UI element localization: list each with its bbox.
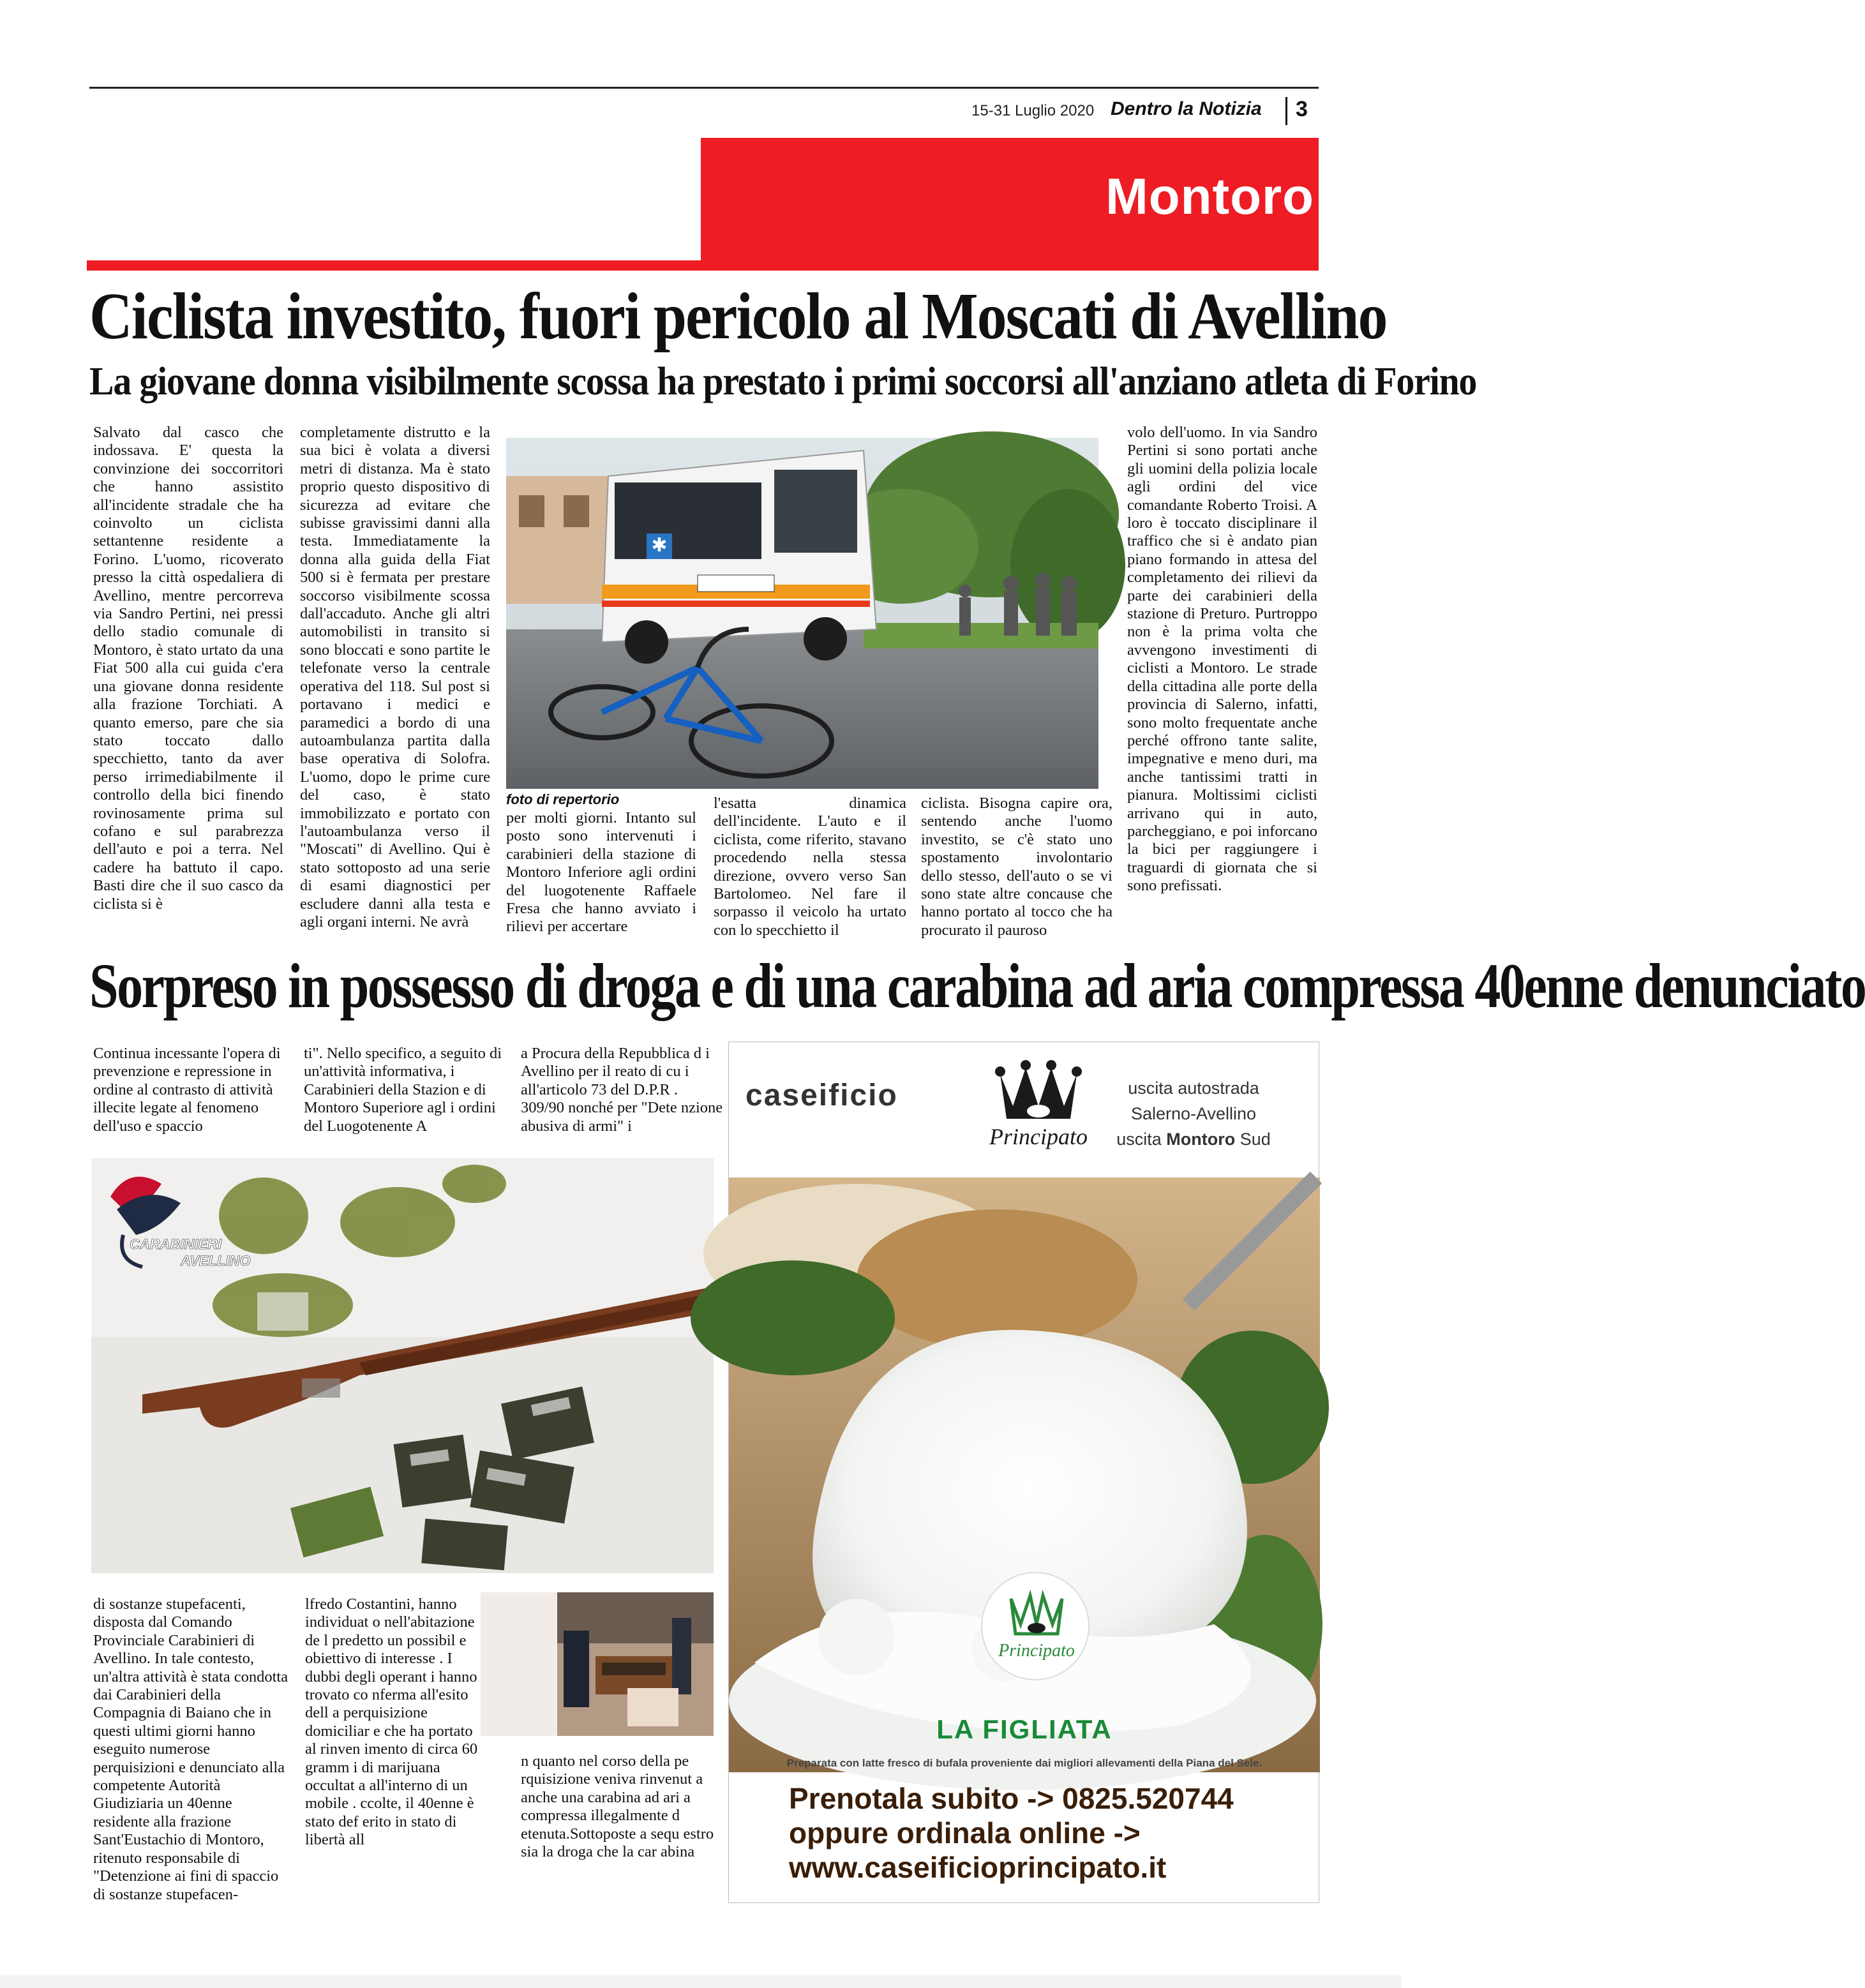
section-rule [87, 260, 1319, 271]
article1-column-1: Salvato dal casco che indossava. E' questa la convinzione dei soccorritori che hanno assistito all'incidente stradale che ha coinvolto un ciclista settantenne residente a Forino. L'uomo, ricoverato presso la città ospedaliera di Avellino, mentre percorreva via Sandro Pertini, nei pressi dello stadio comunale di Montoro, è stato urtato da una Fiat 500 alla cui guida c'era una giovane donna residente alla frazione Torchiati. A quanto emerso, pare che sia stato toccato dallo specchietto, tanto da aver perso irrimediabilmente il controllo della bici finendo rovinosamente prima sul cofano e sul parabrezza dell'auto e poi a terra. Nel cadere ha battuto il capo. Basti dire che il suo casco da ciclista si è [93, 424, 283, 913]
article1-column-5: ciclista. Bisogna capire ora, sentendo anche l'uomo investito, se c'è stato uno spostamento involontario dello stesso, dell'auto o se vi sono state altre concause che hanno portato al tocco che ha procurato il pauroso [921, 795, 1112, 939]
ad-call-to-action [789, 1781, 1300, 1885]
top-rule [89, 87, 1319, 89]
mozzarella-photo [729, 1177, 1320, 1772]
article2-top-column-3: a Procura della Repubblica d i Avellino per il reato di cu i all'articolo 73 del D.P.R . 309/90 nonché per "Dete nzione abusiva di armi" i [521, 1045, 723, 1135]
article2-headline: Sorpreso in possesso di droga e di una carabina ad aria compressa 40enne denunciato [89, 950, 1865, 1021]
article2-top-column-2: ti". Nello specifico, a seguito di un'attività informativa, i Carabinieri della Stazion e di Montoro Superiore agl i ordini del Luogotenente A [304, 1045, 502, 1135]
page-bottom-margin [0, 1975, 1401, 1988]
ad-product-name: LA FIGLIATA [936, 1714, 1112, 1744]
page-number: 3 [1296, 97, 1308, 121]
seized-drugs-rifle-photo [91, 1158, 714, 1573]
svg-text:Principato: Principato [998, 1641, 1075, 1661]
issue-date: 15-31 Luglio 2020 [971, 102, 1095, 119]
ad-online-line: oppure ordinala online -> [789, 1816, 1141, 1850]
principato-badge [981, 1572, 1090, 1680]
photo-caption: foto di repertorio [506, 791, 620, 807]
svg-text:CARABINIERI: CARABINIERI [130, 1236, 222, 1252]
ad-website-link[interactable]: www.caseificioprincipato.it [789, 1851, 1167, 1884]
article2-top-column-1: Continua incessante l'opera di prevenzione e repressione in ordine al contrasto di attività illecite legate al fenomeno dell'uso e spaccio [93, 1045, 281, 1135]
ad-exit-line-2: Salerno-Avellino [1130, 1104, 1257, 1123]
article2-bottom-column-3: n quanto nel corso della pe rquisizione veniva rinvenut a anche una carabina ad ari a compressa illegalmente d etenuta.Sottoposte a sequ estro sia la droga che la car abina [521, 1753, 714, 1861]
article2-bottom-column-2: lfredo Costantini, hanno individuat o nell'abitazione de l predetto un possibil e obiettivo di interesse . I dubbi degli operant i hanno trovato co nferma all'esito dell a perquisizione domiciliar e che ha portato al rinven imento di circa 60 gramm i di marijuana occultat a all'interno di un mobile . ccolte, il 40enne è stato def erito in stato di libertà all [305, 1596, 478, 1849]
article1-column-4: l'esatta dinamica dell'incidente. L'auto e il ciclista, come riferito, stavano procedendo nella stessa direzione, ovvero verso San Bartolomeo. Nel fare il sorpasso il veicolo ha urtato con lo specchietto il [714, 795, 906, 939]
article1-column-3: per molti giorni. Intanto sul posto sono intervenuti i carabinieri della stazione di Montoro Inferiore agli ordini del luogotenente Raffaele Fresa che hanno avviato i rilievi per accertare [506, 809, 696, 936]
article1-subheadline: La giovane donna visibilmente scossa ha prestato i primi soccorsi all'anziano atleta di Forino [89, 360, 1477, 403]
caseificio-advertisement [728, 1042, 1319, 1903]
article1-column-2: completamente distrutto e la sua bici è volata a diversi metri di distanza. Ma è stato proprio questo dispositivo di sicurezza ad evitare che subisse gravissimi danni alla testa. Immediatamente la donna alla guida della Fiat 500 si è fermata per prestare soccorso visibilmente scossa dall'accaduto. Anche gli altri automobilisti in transito si sono bloccati e sono partite le telefonate verso la centrale operativa del 118. Sul post si portavano i medici e paramedici a bordo di una autoambulanza partita dalla base operativa di Solofra. L'uomo, dopo le prime cure del caso, è stato immobilizzato e portato con l'autoambulanza verso il "Moscati" di Avellino. Qui è stato sottoposto ad una serie di esami diagnostici per escludere danni alla testa e agli organi interni. Ne avrà [300, 424, 490, 930]
svg-text:✱: ✱ [651, 535, 668, 556]
publication-name: Dentro la Notizia [1111, 98, 1262, 119]
article1-column-6: volo dell'uomo. In via Sandro Pertini si sono portati anche gli uomini della polizia locale agli ordini del vice comandante Roberto Troisi. A loro è toccato disciplinare il traffico che si è andato pian piano formando in attesa del completamento dei rilievi da parte dei carabinieri della stazione di Preturo. Purtroppo non è la prima volta che avvengono investimenti di ciclisti a Montoro. Le strade della cittadina alle porte della provincia di Salerno, infatti, sono molto frequentate anche perché offrono tante salite, impegnative e meno duri, ma anche tantissimi tratti in pianura. Moltissimi ciclisti arrivano qui in auto, parcheggiano, e poi inforcano la bici per raggiungere i traguardi di giornata che si sono prefissati. [1127, 424, 1317, 895]
cyclist-accident-photo [506, 438, 1098, 789]
principato-crown-logo [981, 1055, 1096, 1151]
article2-bottom-column-1: di sostanze stupefacenti, disposta dal Comando Provinciale Carabinieri di Avellino. In tale contesto, un'altra attività è stata condotta dai Carabinieri della Compagnia di Baiano che in questi ultimi giorni hanno eseguito numerose perquisizioni e denunciato alla competente Autorità Giudiziaria un 40enne residente alla frazione Sant'Eustachio di Montoro, ritenuto responsabile di "Detenzione ai fini di spaccio di sostanze stupefacen- [93, 1596, 288, 1903]
ad-phone-line: Prenotala subito -> 0825.520744 [789, 1782, 1234, 1815]
svg-text:Principato: Principato [989, 1124, 1088, 1149]
ad-highway-exit [1091, 1075, 1296, 1152]
section-title: Montoro [1105, 168, 1314, 225]
ad-exit-line-3: uscita Montoro Sud [1116, 1130, 1271, 1149]
search-operation-photo [481, 1592, 714, 1736]
svg-text:AVELLINO: AVELLINO [181, 1253, 251, 1269]
ad-exit-line-1: uscita autostrada [1128, 1079, 1259, 1098]
ad-brand: caseificio [745, 1079, 898, 1112]
header-divider [1285, 97, 1287, 125]
article1-headline: Ciclista investito, fuori pericolo al Moscati di Avellino [89, 280, 1387, 353]
ad-product-description: Preparata con latte fresco di bufala proveniente dai migliori allevamenti della Piana del Sele. [786, 1757, 1262, 1769]
